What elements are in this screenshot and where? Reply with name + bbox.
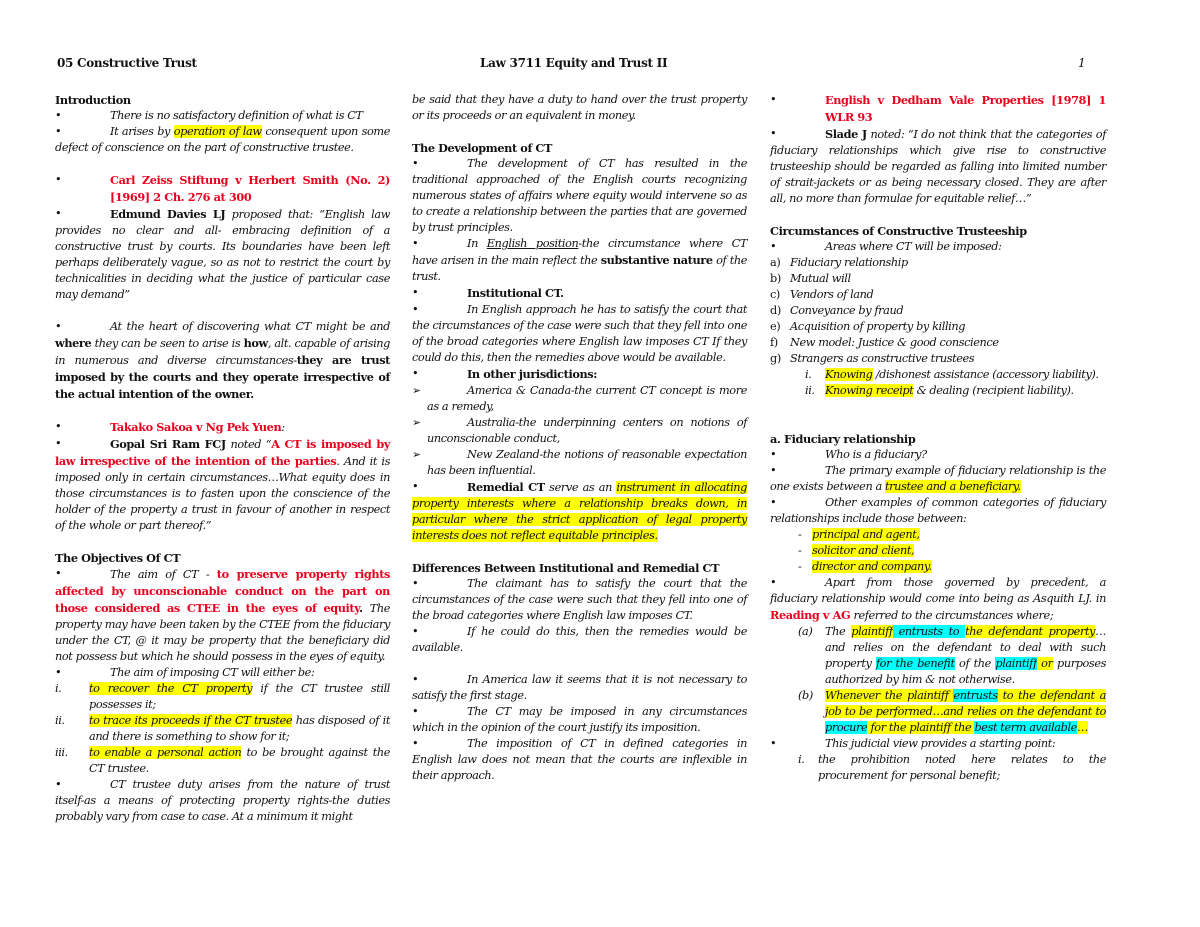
bullet: • If he could do this, then the remedies would be available. <box>412 624 747 656</box>
continued-text: be said that they have a duty to hand over the trust property or its proceeds or an equivalent in money. <box>412 93 747 122</box>
bullet: • In other jurisdictions: <box>412 366 747 383</box>
bullet: • The aim of imposing CT will either be: <box>55 665 390 681</box>
list-item: (b) Whenever the plaintiff entrusts to the defendant a job to be performed…and relies on the defendant to procure for the plaintiff the best term available… <box>798 689 1107 734</box>
header-left: 05 Constructive Trust <box>57 56 197 70</box>
bullet: • Institutional CT. <box>412 285 747 302</box>
section-heading-introduction: Introduction <box>55 93 131 107</box>
column-2 <box>412 92 747 784</box>
bullet: • Edmund Davies LJ proposed that: “English law provides no clear and all- embracing definition of a constructive trust by courts. Its boundaries have been left perhaps deliberately vague, so as not to restrict the court by technicalities in deciding what the justice of particular case may demand” <box>55 206 390 303</box>
arrow-item: ➢ America & Canada-the current CT concept is more as a remedy, <box>412 383 747 415</box>
bullet: • It arises by operation of law consequent upon some defect of conscience on the part of constructive trustee. <box>55 124 390 156</box>
list-item: i. to recover the CT property if the CT trustee still possesses it; <box>55 682 390 711</box>
bullet: • There is no satisfactory definition of what is CT <box>55 108 390 124</box>
section-heading-circumstances: Circumstances of Constructive Trusteeship <box>770 224 1027 238</box>
bullet: • Other examples of common categories of fiduciary relationships include those between: <box>770 495 1106 527</box>
bullet: • In America law it seems that it is not necessary to satisfy the first stage. <box>412 672 747 704</box>
dash-item: - principal and agent, <box>798 528 920 541</box>
section-heading-fiduciary: a. Fiduciary relationship <box>770 432 916 446</box>
list-item: f) New model: Justice & good conscience <box>770 336 999 349</box>
bullet: • Remedial CT serve as an instrument in allocating property interests where a relationship breaks down, in particular where the strict application of legal property interests does not reflect equitable principles. <box>412 479 747 544</box>
sub-list-item: i. Knowing /dishonest assistance (accessory liability). <box>805 368 1099 381</box>
section-heading-objectives: The Objectives Of CT <box>55 551 181 565</box>
list-item: d) Conveyance by fraud <box>770 304 904 317</box>
sub-list-item: ii. Knowing receipt & dealing (recipient liability). <box>805 384 1074 397</box>
section-heading-development: The Development of CT <box>412 141 553 155</box>
bullet: • Who is a fiduciary? <box>770 447 1106 463</box>
list-item: (a) The plaintiff entrusts to the defendant property… and relies on the defendant to deal with such property for the benefit of the plaintiff or purposes authorized by him & not otherwise. <box>798 625 1107 686</box>
bullet: • The CT may be imposed in any circumstances which in the opinion of the court justify its imposition. <box>412 704 747 736</box>
bullet: • The aim of CT - to preserve property rights affected by unconscionable conduct on the part on those considered as CTEE in the eyes of equity. The property may have been taken by the CTEE from the fiduciary under the CT, @ it may be property that the beneficiary did not possess but which he should possess in the eyes of equity. <box>55 566 390 665</box>
bullet: • At the heart of discovering what CT might be and where they can be seen to arise is how, alt. capable of arising in numerous and diverse circumstances-they are trust imposed by the courts and they operate irrespective of the actual intention of the owner. <box>55 319 390 403</box>
bullet: • Apart from those governed by precedent, a fiduciary relationship would come into being as Asquith LJ. in Reading v AG referred to the circumstances where; <box>770 575 1106 624</box>
bullet: • In English approach he has to satisfy the court that the circumstances of the case were such that they fell into one of the broad categories where English law imposes CT If they could do this, then the remedies above would be available. <box>412 302 747 366</box>
list-item: e) Acquisition of property by killing <box>770 320 966 333</box>
bullet: • The imposition of CT in defined categories in English law does not mean that the courts are inflexible in their approach. <box>412 736 747 784</box>
page-number: 1 <box>1078 56 1086 70</box>
bullet: • The claimant has to satisfy the court that the circumstances of the case were such that they fell into one of the broad categories where English law imposes CT. <box>412 576 747 624</box>
list-item: i. the prohibition noted here relates to the procurement for personal benefit; <box>798 753 1106 782</box>
bullet: • The development of CT has resulted in the traditional approached of the English courts recognizing numerous states of affairs where equity would intervene so as to create a relationship between the parties that are governed by trust principles. <box>412 156 747 236</box>
bullet: • Gopal Sri Ram FCJ noted “A CT is imposed by law irrespective of the intention of the parties. And it is imposed only in certain circumstances…What equity does in those circumstances is to fasten upon the conscience of the holder of the property a trust in favour of another in respect of the whole or part thereof.” <box>55 436 390 534</box>
bullet: • This judicial view provides a starting point: <box>770 736 1106 752</box>
arrow-item: ➢ New Zealand-the notions of reasonable expectation has been influential. <box>412 447 747 479</box>
dash-item: - director and company. <box>798 560 932 573</box>
list-item: iii. to enable a personal action to be brought against the CT trustee. <box>55 746 390 775</box>
list-item: b) Mutual will <box>770 272 851 285</box>
case-citation: • Takako Sakoa v Ng Pek Yuen: <box>55 419 390 436</box>
list-item: a) Fiduciary relationship <box>770 256 908 269</box>
section-heading-differences: Differences Between Institutional and Remedial CT <box>412 561 720 575</box>
list-item: ii. to trace its proceeds if the CT trustee has disposed of it and there is something to show for it; <box>55 714 390 743</box>
bullet: • The primary example of fiduciary relationship is the one exists between a trustee and a beneficiary. <box>770 463 1106 495</box>
header-center: Law 3711 Equity and Trust II <box>480 56 668 70</box>
bullet: • CT trustee duty arises from the nature of trust itself-as a means of protecting property rights-the duties probably vary from case to case. At a minimum it might <box>55 777 390 825</box>
column-1 <box>55 92 390 825</box>
list-item: c) Vendors of land <box>770 288 874 301</box>
bullet: • Slade J noted: “I do not think that the categories of fiduciary relationships which give rise to constructive trusteeship should be regarded as falling into limited number of strait-jackets or as being necessary closed. They are after all, no more than formulae for equitable relief…” <box>770 126 1106 207</box>
bullet: • In English position-the circumstance where CT have arisen in the main reflect the substantive nature of the trust. <box>412 236 747 285</box>
dash-item: - solicitor and client, <box>798 544 915 557</box>
list-item: g) Strangers as constructive trustees <box>770 352 975 365</box>
arrow-item: ➢ Australia-the underpinning centers on notions of unconscionable conduct, <box>412 415 747 447</box>
bullet: • Areas where CT will be imposed: <box>770 239 1106 255</box>
column-3 <box>770 92 1106 784</box>
case-citation: • Carl Zeiss Stiftung v Herbert Smith (No. 2) [1969] 2 Ch. 276 at 300 <box>55 172 390 206</box>
case-citation: • English v Dedham Vale Properties [1978] 1 WLR 93 <box>770 92 1106 126</box>
